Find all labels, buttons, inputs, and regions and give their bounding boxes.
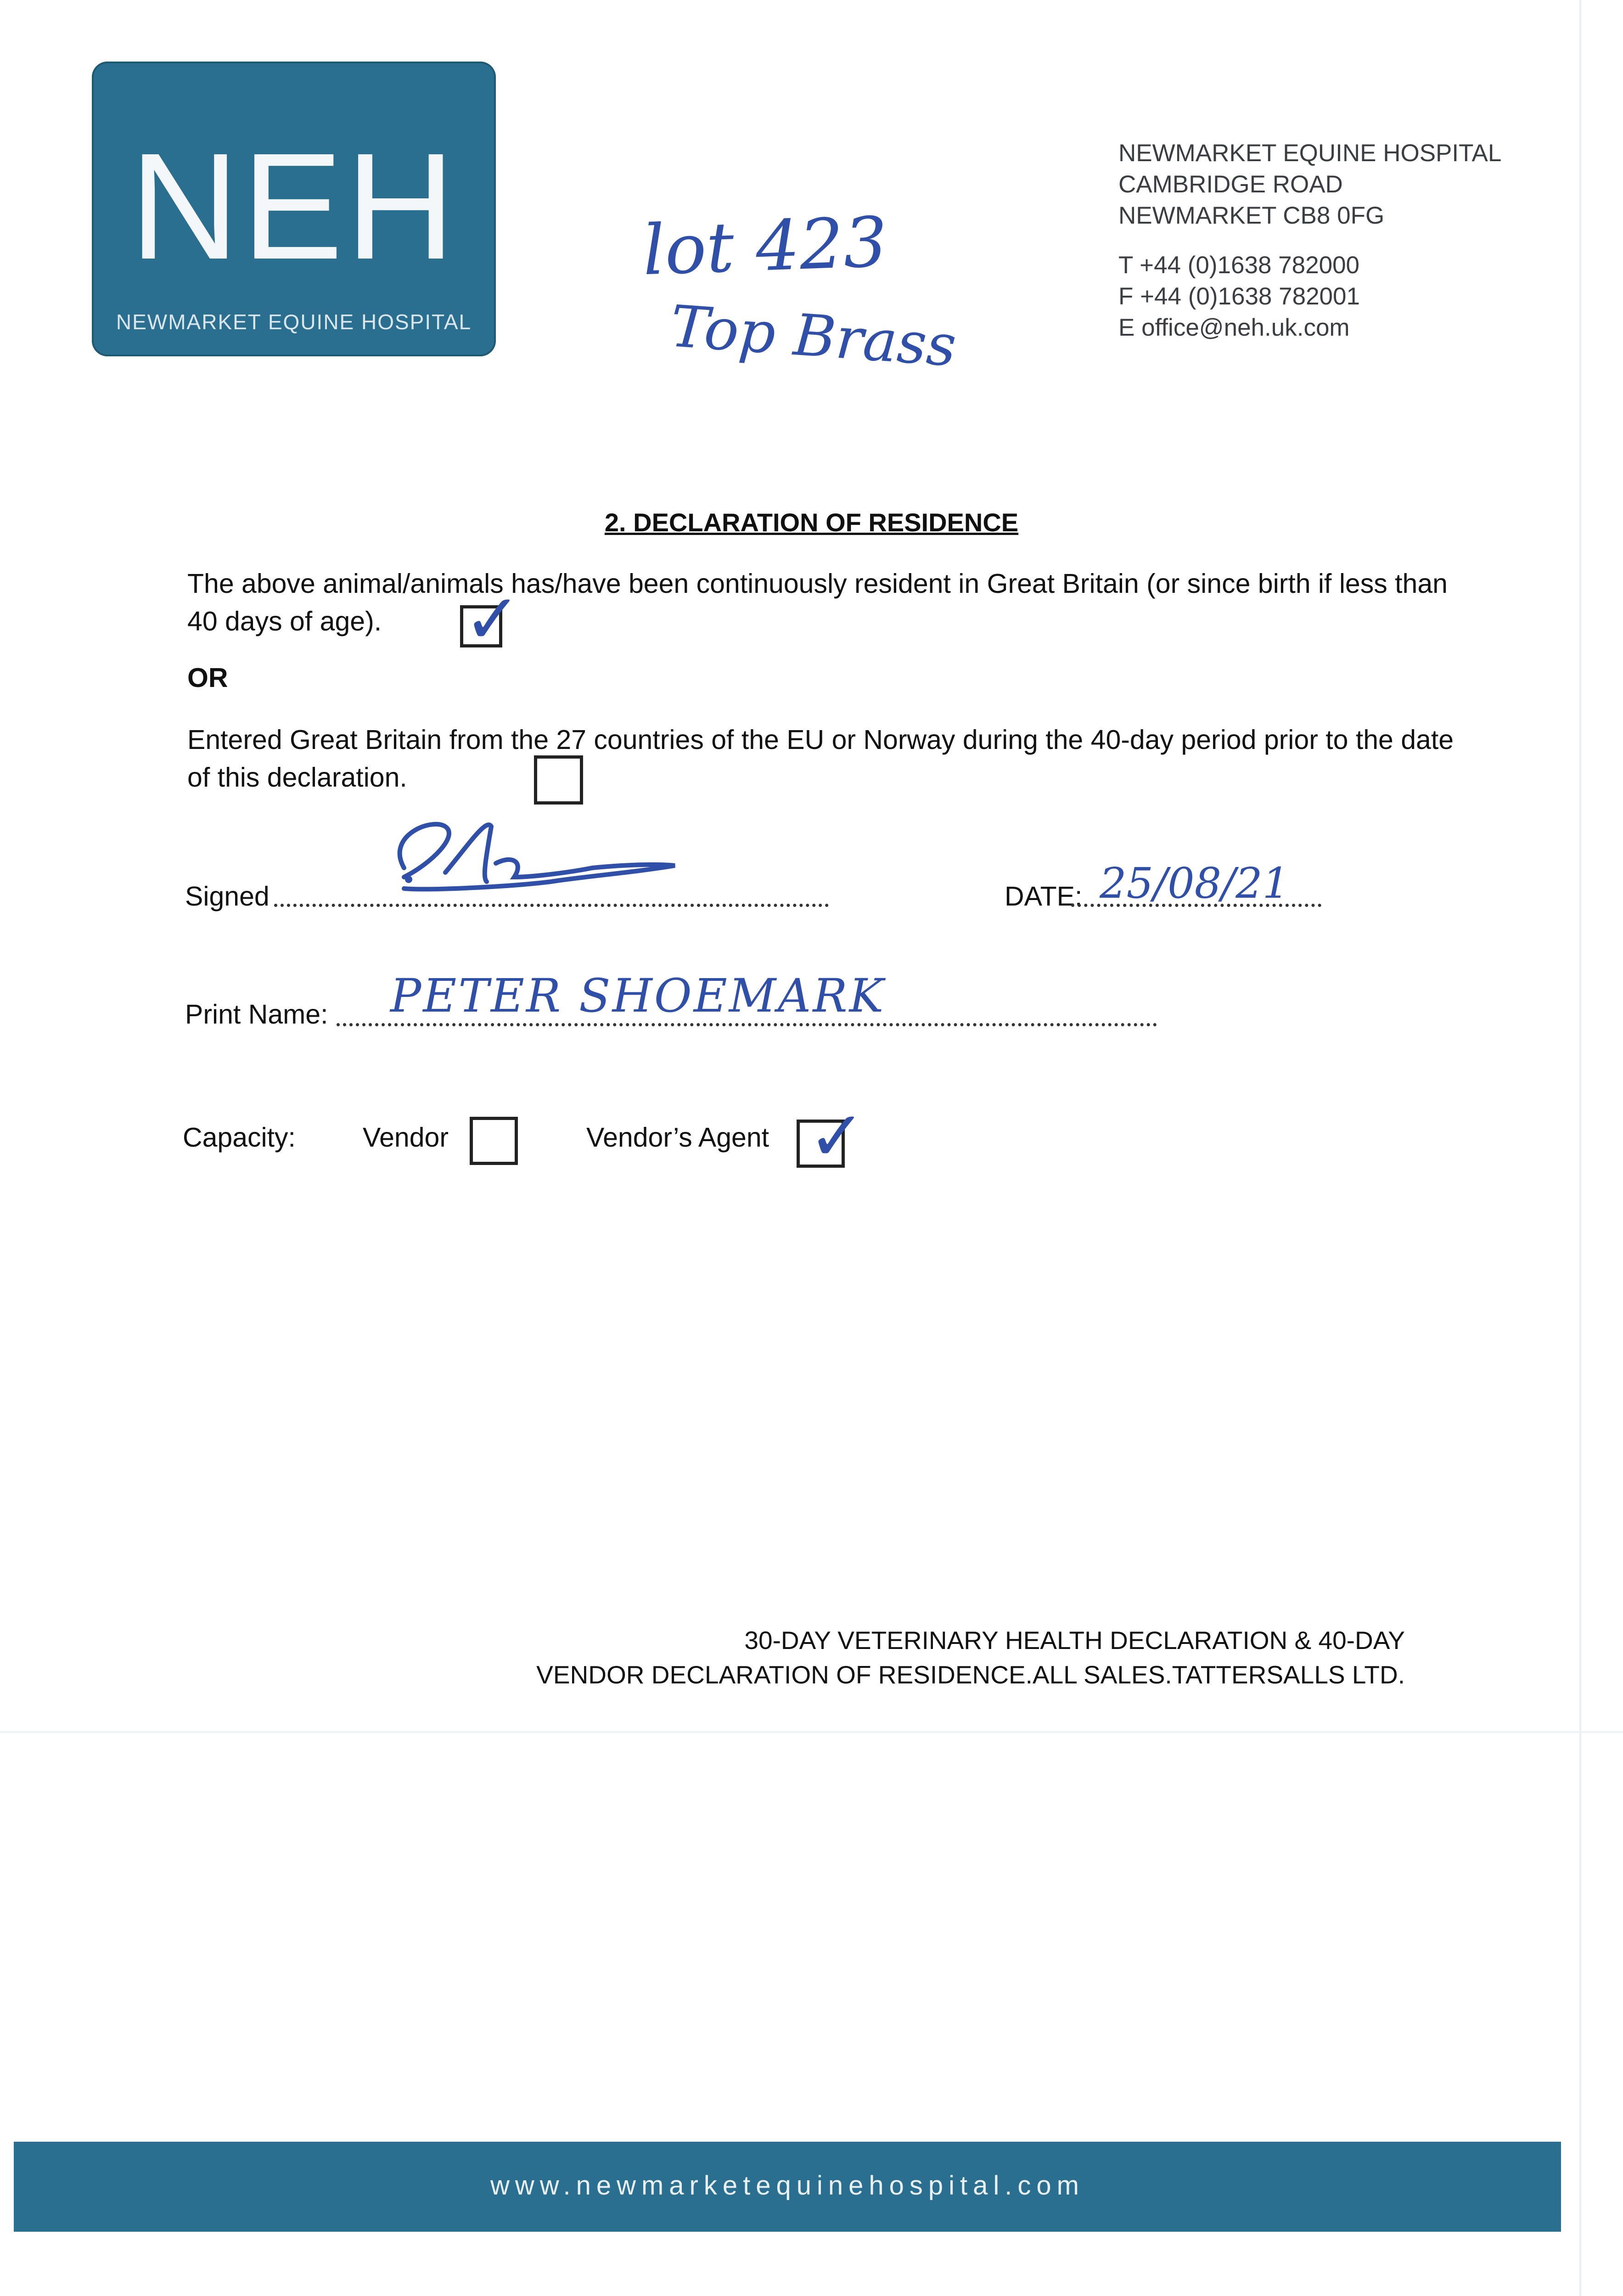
- print-name-label: Print Name:: [185, 999, 328, 1030]
- logo-subtitle: NEWMARKET EQUINE HOSPITAL: [116, 310, 472, 334]
- form-footer: [536, 1623, 1405, 1692]
- print-name-value: PETER SHOEMARK: [390, 969, 886, 1023]
- page-divider: [0, 1731, 1623, 1733]
- neh-logo: [92, 62, 496, 356]
- vendors-agent-label: Vendor’s Agent: [586, 1122, 769, 1153]
- option1-checkmark: ✓: [464, 580, 522, 659]
- email-line: E office@neh.uk.com: [1118, 314, 1350, 341]
- website-bar: [14, 2142, 1561, 2232]
- address-line: CAMBRIDGE ROAD: [1118, 171, 1343, 198]
- contact-block: [1118, 250, 1360, 343]
- form-footer-line: 30-DAY VETERINARY HEALTH DECLARATION & 40-DAY: [744, 1626, 1405, 1654]
- address-line: NEWMARKET CB8 0FG: [1118, 202, 1385, 229]
- website-link[interactable]: www.newmarketequinehospital.com: [490, 2171, 1084, 2200]
- option2-label: Entered Great Britain from the 27 countries of the EU or Norway during the 40-day period prior to the date of this declaration.: [187, 725, 1454, 793]
- handwritten-horse-name: Top Brass: [668, 293, 959, 380]
- option2-checkbox[interactable]: [534, 755, 583, 805]
- phone-line: T +44 (0)1638 782000: [1118, 252, 1360, 279]
- print-name-line: [337, 1023, 1157, 1026]
- signed-label: Signed: [185, 881, 270, 912]
- address-line: NEWMARKET EQUINE HOSPITAL: [1118, 140, 1502, 167]
- option1-text: [187, 565, 1464, 640]
- signature: [376, 808, 698, 918]
- address-block: [1118, 138, 1501, 231]
- capacity-label: Capacity:: [183, 1122, 296, 1153]
- date-value: 25/08/21: [1100, 859, 1290, 908]
- vendor-checkbox[interactable]: [470, 1117, 518, 1165]
- option2-text: [187, 721, 1464, 796]
- vendor-label: Vendor: [363, 1122, 449, 1153]
- declaration-title: 2. DECLARATION OF RESIDENCE: [604, 508, 1019, 537]
- scan-edge-line: [1579, 0, 1581, 2296]
- option1-label: The above animal/animals has/have been continuously resident in Great Britain (or since birth if less than 40 days of age).: [187, 568, 1448, 636]
- or-separator: OR: [187, 663, 228, 693]
- form-footer-line: VENDOR DECLARATION OF RESIDENCE.ALL SALES.TATTERSALLS LTD.: [536, 1660, 1405, 1689]
- logo-mark: NEH: [129, 121, 458, 291]
- vendors-agent-checkmark: ✓: [808, 1097, 866, 1176]
- handwritten-lot: lot 423: [641, 202, 889, 291]
- date-label: DATE:: [1005, 881, 1083, 912]
- fax-line: F +44 (0)1638 782001: [1118, 283, 1360, 310]
